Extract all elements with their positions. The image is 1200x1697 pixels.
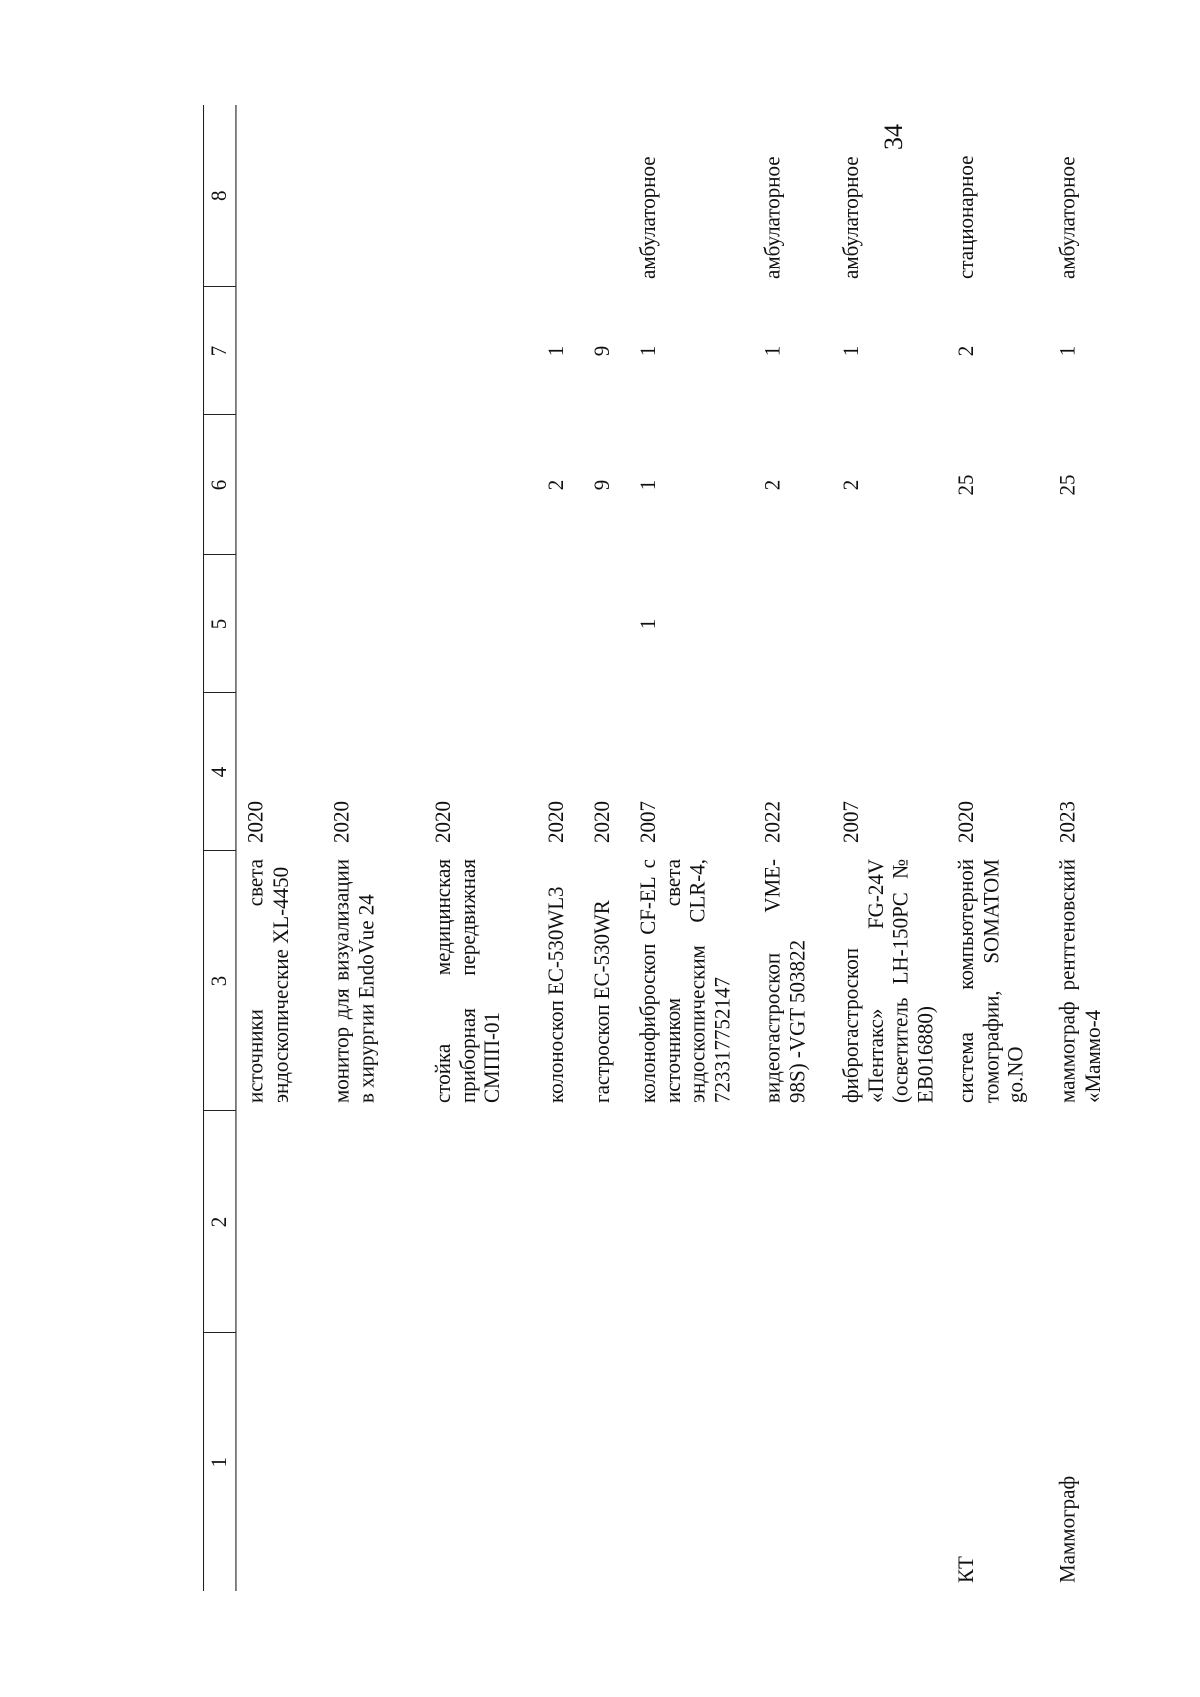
cell-col-1 — [544, 1333, 590, 1591]
column-header-4: 4 — [204, 693, 236, 851]
cell-col-8 — [590, 105, 636, 287]
table-row — [954, 105, 1056, 1591]
cell-col-2 — [839, 1111, 954, 1333]
cell-col-3: видеогастроскоп VME-98S) -VGT 503822 — [759, 859, 810, 1103]
cell-col-5 — [330, 555, 432, 693]
cell-col-7: 1 — [838, 345, 864, 357]
cell-col-6 — [330, 415, 432, 555]
cell-col-2 — [330, 1111, 432, 1333]
table-row — [544, 105, 590, 1591]
table-row — [236, 105, 330, 1591]
cell-col-1 — [839, 1333, 954, 1591]
cell-col-5 — [954, 555, 1056, 693]
cell-col-7: 1 — [635, 345, 661, 357]
cell-col-6: 25 — [953, 474, 979, 496]
cell-col-6: 2 — [759, 479, 785, 491]
cell-col-4: 2007 — [838, 801, 864, 843]
cell-col-7: 2 — [953, 345, 979, 357]
cell-col-6 — [236, 415, 330, 555]
cell-col-4: 2020 — [328, 801, 354, 843]
cell-col-2 — [636, 1111, 761, 1333]
cell-col-6: 1 — [635, 479, 661, 491]
cell-col-7 — [330, 287, 432, 415]
table-row — [636, 105, 761, 1591]
cell-col-2 — [761, 1111, 839, 1333]
cell-col-5 — [431, 555, 544, 693]
cell-col-3: монитор для визуализации в хирургии EndoVue 24 — [328, 859, 379, 1103]
cell-col-1 — [761, 1333, 839, 1591]
cell-col-8 — [544, 105, 590, 287]
cell-col-7 — [431, 287, 544, 415]
column-header-5: 5 — [204, 555, 236, 693]
cell-col-8: стационарное — [953, 155, 979, 279]
cell-col-7: 1 — [759, 345, 785, 357]
header-row — [204, 105, 236, 1591]
cell-col-2 — [236, 1111, 330, 1333]
cell-col-4: 2023 — [1054, 801, 1080, 843]
cell-col-1 — [590, 1333, 636, 1591]
table-row — [431, 105, 544, 1591]
column-header-8: 8 — [204, 105, 236, 287]
cell-col-6: 25 — [1054, 474, 1080, 496]
cell-col-1: Маммограф — [1054, 1475, 1080, 1583]
column-header-2: 2 — [204, 1111, 236, 1333]
cell-col-4: 2007 — [635, 801, 661, 843]
rotated-page — [203, 105, 1158, 1591]
cell-col-8 — [431, 105, 544, 287]
cell-col-3: система компьютерной томографии, SOMATOM go.NO — [953, 859, 1028, 1103]
cell-col-4: 2020 — [589, 801, 615, 843]
table-row — [330, 105, 432, 1591]
cell-col-7: 9 — [589, 345, 615, 357]
table-row — [839, 105, 954, 1591]
table-row — [761, 105, 839, 1591]
cell-col-3: гастроскоп EC-530WR — [589, 900, 615, 1103]
cell-col-5 — [590, 555, 636, 693]
cell-col-3: колоноскоп EC-530WL3 — [543, 886, 569, 1103]
cell-col-5 — [761, 555, 839, 693]
cell-col-2 — [431, 1111, 544, 1333]
cell-col-6: 2 — [543, 479, 569, 491]
cell-col-3: источники света эндоскопические XL-4450 — [242, 859, 293, 1103]
cell-col-2 — [954, 1111, 1056, 1333]
cell-col-3: стойка медицинская приборная передвижная СМПП-01 — [430, 859, 505, 1103]
cell-col-5 — [544, 555, 590, 693]
cell-col-6: 9 — [589, 479, 615, 491]
cell-col-4: 2020 — [953, 801, 979, 843]
table-row — [590, 105, 636, 1591]
cell-col-6 — [431, 415, 544, 555]
equipment-table — [203, 105, 1150, 1591]
cell-col-1 — [236, 1333, 330, 1591]
cell-col-4: 2020 — [430, 801, 456, 843]
column-header-1: 1 — [204, 1333, 236, 1591]
cell-col-8 — [330, 105, 432, 287]
cell-col-8: амбулаторное — [635, 156, 661, 279]
cell-col-3: маммограф рентгеновский «Маммо-4 — [1054, 859, 1105, 1103]
cell-col-2 — [1056, 1111, 1150, 1333]
table-row — [1056, 105, 1150, 1591]
cell-col-3: колонофиброскоп CF-EL с источником света эндоскопическим CLR-4, 723317752147 — [635, 859, 735, 1103]
cell-col-8: амбулаторное — [838, 156, 864, 279]
cell-col-5 — [839, 555, 954, 693]
column-header-6: 6 — [204, 415, 236, 555]
cell-col-6: 2 — [838, 479, 864, 491]
cell-col-1: КТ — [953, 1556, 979, 1583]
cell-col-3: фиброгастроскоп «Пентакс» FG-24V (осветитель LH-150PC № EB016880) — [838, 859, 938, 1103]
column-header-7: 7 — [204, 287, 236, 415]
cell-col-2 — [590, 1111, 636, 1333]
cell-col-5: 1 — [635, 618, 661, 630]
cell-col-1 — [636, 1333, 761, 1591]
cell-col-5 — [236, 555, 330, 693]
cell-col-8: амбулаторное — [759, 156, 785, 279]
page-number: 34 — [879, 124, 908, 150]
cell-col-8: амбулаторное — [1054, 156, 1080, 279]
cell-col-7: 1 — [1054, 345, 1080, 357]
cell-col-7: 1 — [543, 345, 569, 357]
cell-col-8 — [236, 105, 330, 287]
cell-col-7 — [236, 287, 330, 415]
cell-col-4: 2022 — [759, 801, 785, 843]
cell-col-4: 2020 — [543, 801, 569, 843]
cell-col-2 — [544, 1111, 590, 1333]
cell-col-4: 2020 — [242, 801, 268, 843]
cell-col-5 — [1056, 555, 1150, 693]
cell-col-1 — [330, 1333, 432, 1591]
column-header-3: 3 — [204, 851, 236, 1111]
cell-col-1 — [431, 1333, 544, 1591]
